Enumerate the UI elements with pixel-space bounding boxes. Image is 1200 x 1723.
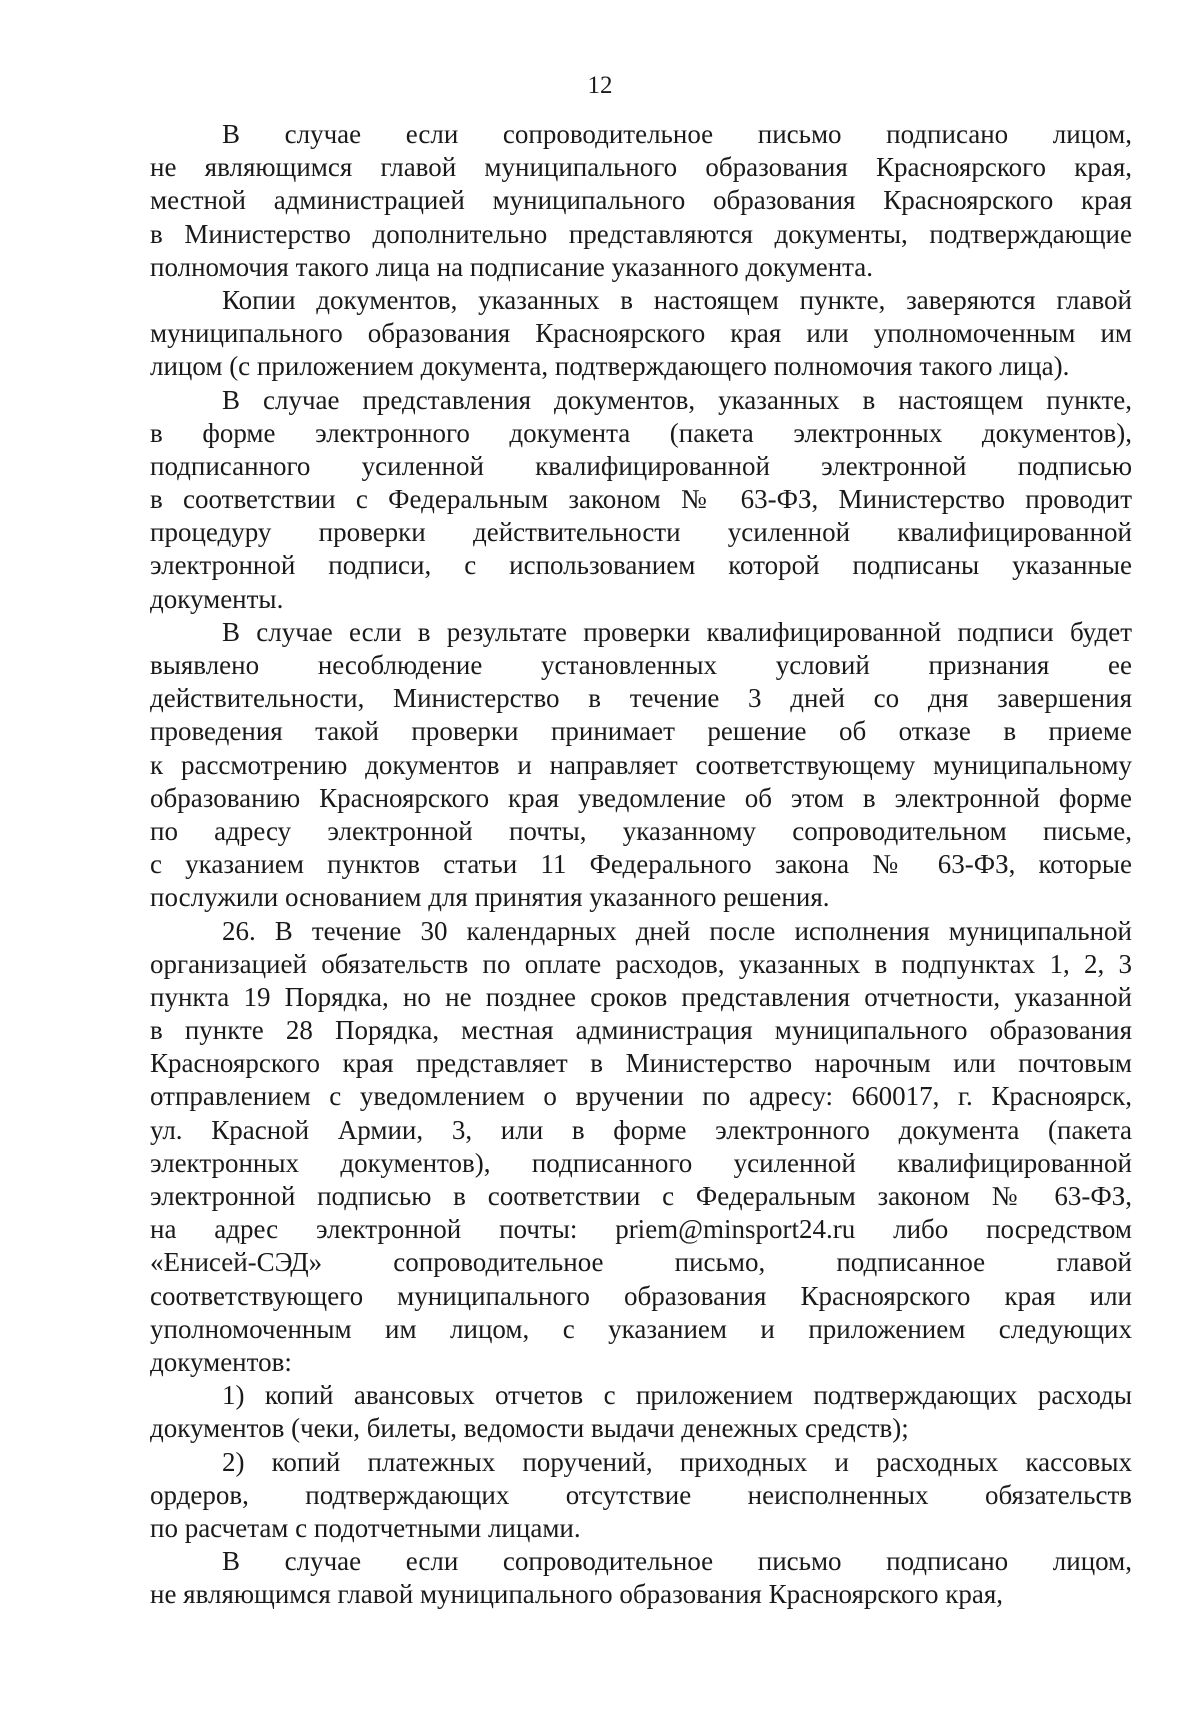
text-line: с указанием пунктов статьи 11 Федерального закона № 63-ФЗ, которые: [150, 849, 1132, 880]
text-line: пункта 19 Порядка, но не позднее сроков представления отчетности, указанной: [150, 981, 1132, 1012]
paragraph: [150, 616, 1132, 915]
text-line: в Министерство дополнительно представляются документы, подтверждающие: [150, 218, 1132, 249]
text-line: процедуру проверки действительности усиленной квалифицированной: [150, 517, 1132, 548]
text-line: действительности, Министерство в течение 3 дней со дня завершения: [150, 683, 1132, 714]
text-line: по расчетам с подотчетными лицами.: [150, 1512, 581, 1543]
text-line: Красноярского края представляет в Министерство нарочным или почтовым: [150, 1048, 1132, 1079]
text-line: организацией обязательств по оплате расходов, указанных в подпунктах 1, 2, 3: [150, 948, 1132, 979]
paragraph: [150, 118, 1132, 284]
text-line: лицом (с приложением документа, подтверждающего полномочия такого лица).: [150, 351, 1070, 382]
text-line: по адресу электронной почты, указанному сопроводительном письме,: [150, 815, 1132, 846]
text-line: 26. В течение 30 календарных дней после исполнения муниципальной: [222, 915, 1132, 946]
text-line: в соответствии с Федеральным законом № 63-ФЗ, Министерство проводит: [150, 484, 1132, 515]
text-line: «Енисей-СЭД» сопроводительное письмо, подписанное главой: [150, 1247, 1132, 1278]
document-body: [150, 118, 1132, 1611]
text-line: на адрес электронной почты: priem@minsport24.ru либо посредством: [150, 1214, 1132, 1245]
text-line: образованию Красноярского края уведомление об этом в электронной форме: [150, 782, 1132, 813]
text-line: документов (чеки, билеты, ведомости выдачи денежных средств);: [150, 1413, 909, 1444]
text-line: полномочия такого лица на подписание указанного документа.: [150, 251, 874, 282]
text-line: в пункте 28 Порядка, местная администрация муниципального образования: [150, 1015, 1132, 1046]
paragraph: [150, 1446, 1132, 1546]
text-line: 2) копий платежных поручений, приходных и расходных кассовых: [222, 1446, 1132, 1477]
text-line: отправлением с уведомлением о вручении по адресу: 660017, г. Красноярск,: [150, 1081, 1132, 1112]
text-line: не являющимся главой муниципального образования Красноярского края,: [150, 152, 1132, 183]
text-line: подписанного усиленной квалифицированной электронной подписью: [150, 450, 1132, 481]
text-line: электронной подписи, с использованием которой подписаны указанные: [150, 550, 1132, 581]
text-line: послужили основанием для принятия указанного решения.: [150, 882, 830, 913]
paragraph: [150, 384, 1132, 616]
text-line: проведения такой проверки принимает решение об отказе в приеме: [150, 716, 1132, 747]
paragraph: [150, 1379, 1132, 1445]
text-line: в форме электронного документа (пакета электронных документов),: [150, 417, 1132, 448]
text-line: электронной подписью в соответствии с Федеральным законом № 63-ФЗ,: [150, 1181, 1132, 1211]
text-line: В случае если сопроводительное письмо подписано лицом,: [222, 119, 1132, 149]
page-number: 12: [587, 72, 613, 99]
text-line: документов:: [150, 1346, 292, 1377]
text-line: В случае если в результате проверки квалифицированной подписи будет: [222, 616, 1132, 647]
paragraph: [150, 284, 1132, 384]
text-line: местной администрацией муниципального образования Красноярского края: [150, 185, 1132, 216]
text-line: В случае представления документов, указанных в настоящем пункте,: [222, 384, 1132, 415]
text-line: Копии документов, указанных в настоящем пункте, заверяются главой: [222, 284, 1132, 315]
text-line: муниципального образования Красноярского края или уполномоченным им: [150, 318, 1132, 349]
text-line: соответствующего муниципального образования Красноярского края или: [150, 1280, 1132, 1311]
text-line: документы.: [150, 583, 284, 614]
paragraph: [150, 915, 1132, 1380]
text-line: В случае если сопроводительное письмо подписано лицом,: [222, 1546, 1132, 1577]
text-line: к рассмотрению документов и направляет соответствующему муниципальному: [150, 749, 1132, 780]
text-line: ордеров, подтверждающих отсутствие неисполненных обязательств: [150, 1479, 1132, 1510]
text-line: не являющимся главой муниципального образования Красноярского края,: [150, 1579, 1004, 1610]
text-line: ул. Красной Армии, 3, или в форме электронного документа (пакета: [150, 1114, 1132, 1145]
text-line: электронных документов), подписанного усиленной квалифицированной: [150, 1147, 1132, 1178]
text-line: 1) копий авансовых отчетов с приложением подтверждающих расходы: [222, 1380, 1132, 1411]
paragraph: [150, 1545, 1132, 1611]
text-line: выявлено несоблюдение установленных условий признания ее: [150, 650, 1132, 680]
text-line: уполномоченным им лицом, с указанием и приложением следующих: [150, 1313, 1132, 1344]
